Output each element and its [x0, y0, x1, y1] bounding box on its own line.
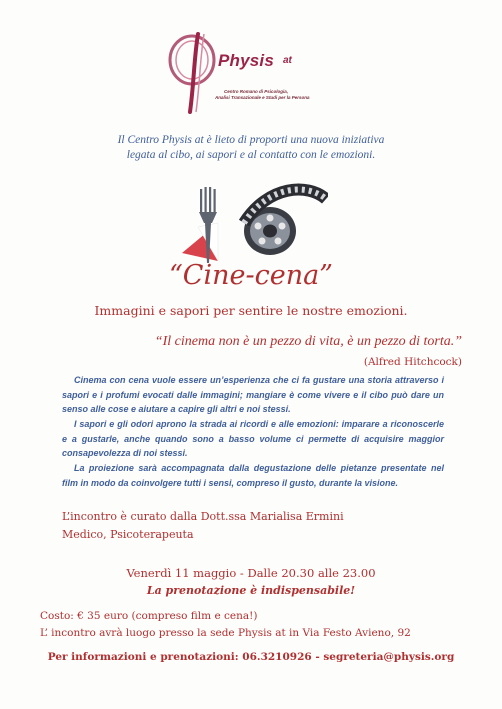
brand-suffix: at [283, 55, 292, 66]
body-paragraph-2-text: I sapori e gli odori aprono la strada ai ricordi e alle emozioni: imparare a riconoscerle e a gustarle, anche quando sono a basso volume ci permette di acquisire maggior consapevolezza di noi stessi. [62, 419, 444, 458]
logo-subtitle-line1: Centro Romano di Psicologia, [224, 89, 289, 94]
body-paragraph-3-text: La proiezione sarà accompagnata dalla degustazione delle pietanze presentate nel film in modo da coinvolgere tutti i sensi, compreso il gusto, durante la visione. [62, 463, 444, 488]
fork-and-film-reel-icon [178, 183, 328, 265]
event-cost: Costo: € 35 euro (compreso film e cena!) [40, 610, 258, 622]
body-paragraph-3 [62, 461, 444, 490]
physis-logo [168, 28, 328, 116]
phi-logo-icon [168, 28, 328, 116]
curator-role: Medico, Psicoterapeuta [62, 528, 194, 541]
contact-info: Per informazioni e prenotazioni: 06.3210926 - segreteria@physis.org [47, 651, 455, 663]
quote-text: “Il cinema non è un pezzo di vita, è un pezzo di torta.” [154, 334, 462, 349]
curator-line: L’incontro è curato dalla Dott.ssa Marialisa Ermini [62, 510, 344, 523]
quote-author: (Alfred Hitchcock) [363, 356, 462, 368]
event-date: Venerdì 11 maggio - Dalle 20.30 alle 23.00 [126, 566, 376, 580]
event-location: L’ incontro avrà luogo presso la sede Physis at in Via Festo Avieno, 92 [40, 627, 411, 639]
logo-subtitle-line2: Analisi Transazionale e Studi per la Persona [215, 95, 310, 100]
intro-line2: legata al cibo, ai sapori e al contatto con le emozioni. [126, 149, 376, 161]
brand-name: Physis [218, 51, 275, 70]
body-paragraph-1 [62, 373, 444, 417]
fork-and-film-reel-illustration [178, 183, 328, 265]
event-title: “Cine-cena” [169, 260, 333, 291]
intro-line1: Il Centro Physis at è lieto di proporti una nuova iniziativa [117, 134, 385, 146]
event-tagline: Immagini e sapori per sentire le nostre emozioni. [94, 303, 408, 318]
body-paragraph-1-text: Cinema con cena vuole essere un’esperienza che ci fa gustare una storia attraverso i sapori e i profumi evocati dalle immagini; mangiare è come vivere e il cibo può dare un senso alle cose e aiutare a capire gli altri e noi stessi. [62, 375, 444, 414]
body-paragraph-2 [62, 417, 444, 461]
booking-note: La prenotazione è indispensabile! [146, 584, 356, 597]
